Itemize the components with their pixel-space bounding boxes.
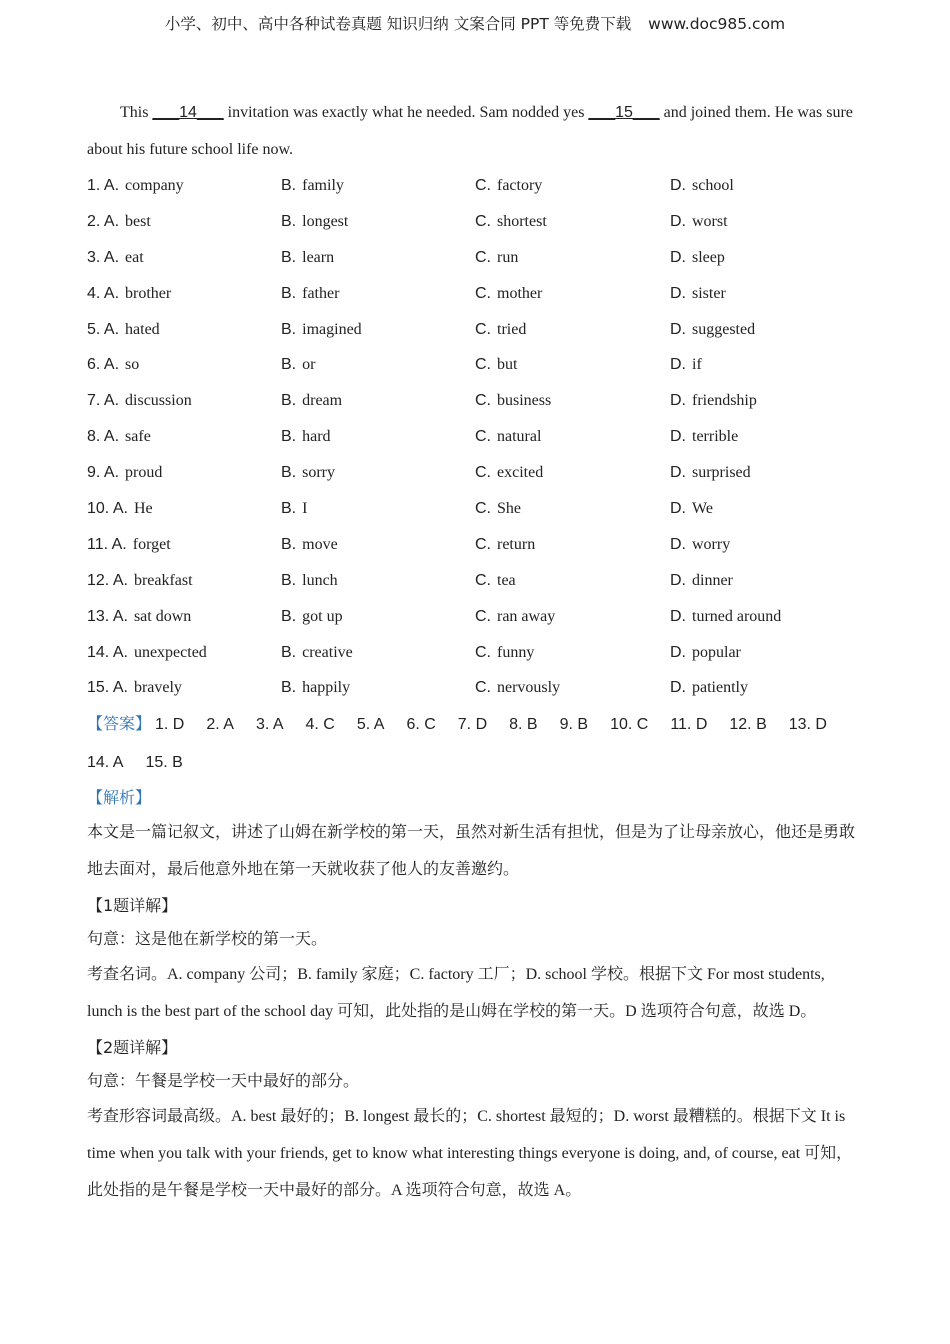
option-letter: B. bbox=[281, 176, 297, 194]
option-a bbox=[87, 392, 281, 410]
option-letter: B. bbox=[281, 607, 297, 625]
option-c bbox=[475, 572, 670, 590]
header-text: 小学、初中、高中各种试卷真题 知识归纳 文案合同 PPT 等免费下载 bbox=[164, 15, 632, 33]
question-number-letter bbox=[87, 500, 128, 518]
option-c bbox=[475, 177, 670, 195]
option-letter: A. bbox=[111, 535, 127, 553]
option-letter: C. bbox=[475, 643, 491, 661]
option-text: sat down bbox=[133, 607, 192, 625]
option-d bbox=[670, 321, 860, 339]
option-text: patiently bbox=[692, 679, 748, 697]
option-c bbox=[475, 213, 670, 231]
options-list bbox=[87, 168, 862, 706]
option-b bbox=[281, 428, 475, 446]
option-letter: D. bbox=[670, 284, 686, 302]
question-row bbox=[87, 599, 862, 635]
passage-text: This bbox=[120, 104, 153, 121]
option-a bbox=[87, 644, 281, 662]
option-text: school bbox=[692, 176, 734, 194]
option-d bbox=[670, 679, 860, 697]
question-number: 6. bbox=[87, 356, 101, 374]
option-c bbox=[475, 536, 670, 554]
option-letter: A. bbox=[103, 320, 120, 338]
option-text: business bbox=[497, 392, 552, 410]
option-c bbox=[475, 500, 670, 518]
option-b bbox=[281, 644, 475, 662]
question-row bbox=[87, 347, 862, 383]
question-number-letter bbox=[87, 356, 119, 374]
answer-item: 7. D bbox=[457, 716, 488, 734]
answer-item: 4. C bbox=[305, 716, 335, 734]
option-text: I bbox=[302, 499, 308, 517]
option-text: mother bbox=[497, 284, 543, 302]
option-letter: C. bbox=[475, 679, 491, 697]
option-letter: C. bbox=[475, 571, 491, 589]
option-text: natural bbox=[497, 428, 542, 446]
option-text: safe bbox=[125, 428, 151, 446]
question-number: 3. bbox=[87, 248, 101, 266]
option-text: family bbox=[302, 176, 344, 194]
passage-paragraph bbox=[87, 94, 862, 168]
option-letter: C. bbox=[475, 428, 491, 446]
option-text: terrible bbox=[692, 428, 739, 446]
option-letter: A. bbox=[103, 248, 120, 266]
option-text: bravely bbox=[133, 679, 182, 697]
option-letter: C. bbox=[475, 464, 491, 482]
option-letter: B. bbox=[281, 499, 297, 517]
option-c bbox=[475, 608, 670, 626]
option-text: discussion bbox=[125, 392, 192, 410]
option-a bbox=[87, 608, 281, 626]
option-d bbox=[670, 392, 860, 410]
option-letter: A. bbox=[103, 284, 120, 302]
option-b bbox=[281, 464, 475, 482]
option-letter: D. bbox=[670, 392, 686, 410]
detail-2-explain: 考查形容词最高级。A. best 最好的；B. longest 最长的；C. shortest 最短的；D. worst 最糟糕的。根据下文 It is time when you talk with your friends, get to know what interesting things everyone is doing, and, of course, eat 可知，此处指的是午餐是学校一天中最好的部分。A 选项符合句意，故选 A。 bbox=[87, 1108, 853, 1200]
question-row bbox=[87, 491, 862, 527]
analysis-label: 【解析】 bbox=[87, 788, 152, 808]
option-d bbox=[670, 428, 860, 446]
option-letter: D. bbox=[670, 643, 686, 661]
option-letter: D. bbox=[670, 212, 686, 230]
answer-label: 【答案】 bbox=[87, 716, 152, 734]
option-text: We bbox=[692, 499, 713, 517]
option-text: or bbox=[302, 356, 316, 374]
option-b bbox=[281, 177, 475, 195]
page-header bbox=[0, 12, 950, 34]
detail-1-explain: 考查名词。A. company 公司；B. family 家庭；C. factory 工厂；D. school 学校。根据下文 For most students, lunch is the best part of the school day 可知，此处指的是山姆在学校的第一天。D 选项符合句意，故选 D。 bbox=[87, 966, 825, 1021]
option-text: sister bbox=[692, 284, 726, 302]
answer-item: 8. B bbox=[509, 716, 538, 734]
option-b bbox=[281, 285, 475, 303]
option-c bbox=[475, 285, 670, 303]
option-text: dinner bbox=[692, 571, 733, 589]
question-number: 14. bbox=[87, 643, 110, 661]
option-d bbox=[670, 356, 860, 374]
question-number-letter bbox=[87, 572, 128, 590]
option-d bbox=[670, 177, 860, 195]
option-text: tea bbox=[497, 571, 516, 589]
answer-line bbox=[87, 706, 862, 782]
question-number-letter bbox=[87, 177, 119, 195]
option-letter: B. bbox=[281, 212, 297, 230]
detail-1-heading: 【1题详解】 bbox=[87, 896, 178, 916]
question-number-letter bbox=[87, 464, 119, 482]
option-text: shortest bbox=[497, 212, 547, 230]
option-text: popular bbox=[692, 643, 741, 661]
option-text: unexpected bbox=[133, 643, 207, 661]
question-number-letter bbox=[87, 428, 119, 446]
question-row bbox=[87, 383, 862, 419]
option-c bbox=[475, 464, 670, 482]
answer-item: 11. D bbox=[670, 716, 708, 734]
option-text: best bbox=[125, 212, 151, 230]
option-text: hated bbox=[125, 320, 160, 338]
option-letter: C. bbox=[475, 499, 491, 517]
option-text: lunch bbox=[302, 571, 338, 589]
option-letter: B. bbox=[281, 679, 297, 697]
option-letter: B. bbox=[281, 284, 297, 302]
option-text: nervously bbox=[497, 679, 561, 697]
option-text: learn bbox=[302, 248, 335, 266]
option-a bbox=[87, 428, 281, 446]
answer-item: 14. A bbox=[87, 754, 124, 772]
option-text: return bbox=[497, 535, 536, 553]
option-text: forget bbox=[132, 535, 171, 553]
option-text: hard bbox=[302, 428, 331, 446]
option-letter: D. bbox=[670, 607, 686, 625]
option-c bbox=[475, 392, 670, 410]
question-row bbox=[87, 312, 862, 348]
option-letter: A. bbox=[103, 464, 120, 482]
answer-item: 9. B bbox=[559, 716, 589, 734]
option-d bbox=[670, 213, 860, 231]
option-a bbox=[87, 679, 281, 697]
option-letter: D. bbox=[670, 535, 686, 553]
question-number: 1. bbox=[87, 176, 101, 194]
question-row bbox=[87, 563, 862, 599]
question-row bbox=[87, 276, 862, 312]
answer-item: 15. B bbox=[145, 754, 183, 772]
answer-item: 6. C bbox=[406, 716, 436, 734]
detail-1-meaning: 句意：这是他在新学校的第一天。 bbox=[87, 931, 328, 949]
option-a bbox=[87, 356, 281, 374]
question-number-letter bbox=[87, 285, 119, 303]
question-row bbox=[87, 527, 862, 563]
option-text: worry bbox=[692, 535, 731, 553]
option-text: company bbox=[125, 176, 184, 194]
question-number: 5. bbox=[87, 320, 101, 338]
option-letter: B. bbox=[281, 428, 297, 446]
option-letter: C. bbox=[475, 248, 491, 266]
option-d bbox=[670, 572, 860, 590]
option-c bbox=[475, 428, 670, 446]
passage-text: invitation was exactly what he needed. Sam nodded yes bbox=[223, 104, 589, 121]
option-text: surprised bbox=[692, 464, 751, 482]
option-text: friendship bbox=[692, 392, 757, 410]
question-row bbox=[87, 419, 862, 455]
option-text: imagined bbox=[302, 320, 362, 338]
document-body bbox=[87, 94, 862, 1209]
detail-2-heading: 【2题详解】 bbox=[87, 1038, 178, 1058]
answer-item: 5. A bbox=[356, 716, 385, 734]
question-row bbox=[87, 635, 862, 671]
question-number: 11. bbox=[87, 535, 109, 553]
question-number-letter bbox=[87, 644, 128, 662]
option-c bbox=[475, 249, 670, 267]
option-text: sleep bbox=[692, 248, 725, 266]
option-letter: A. bbox=[103, 428, 120, 446]
option-letter: B. bbox=[281, 643, 297, 661]
option-d bbox=[670, 249, 860, 267]
option-a bbox=[87, 177, 281, 195]
option-text: so bbox=[125, 356, 140, 374]
option-b bbox=[281, 249, 475, 267]
option-text: suggested bbox=[692, 320, 756, 338]
option-letter: B. bbox=[281, 320, 297, 338]
option-letter: B. bbox=[281, 356, 297, 374]
answer-item: 2. A bbox=[206, 716, 234, 734]
option-text: She bbox=[497, 499, 521, 517]
analysis-summary: 本文是一篇记叙文，讲述了山姆在新学校的第一天，虽然对新生活有担忧，但是为了让母亲放心，他还是勇敢地去面对，最后他意外地在第一天就收获了他人的友善邀约。 bbox=[87, 824, 856, 879]
option-d bbox=[670, 536, 860, 554]
blank-15: ___15___ bbox=[588, 104, 660, 121]
option-b bbox=[281, 356, 475, 374]
option-text: proud bbox=[125, 464, 163, 482]
option-text: factory bbox=[497, 176, 543, 194]
question-number: 13. bbox=[87, 607, 110, 625]
answer-item: 12. B bbox=[729, 716, 767, 734]
option-letter: D. bbox=[670, 356, 686, 374]
option-letter: D. bbox=[670, 499, 686, 517]
option-text: eat bbox=[125, 248, 144, 266]
question-row bbox=[87, 204, 862, 240]
option-text: ran away bbox=[497, 607, 556, 625]
option-b bbox=[281, 536, 475, 554]
option-text: excited bbox=[497, 464, 544, 482]
option-text: worst bbox=[692, 212, 728, 230]
answer-item: 10. C bbox=[610, 716, 649, 734]
question-row bbox=[87, 168, 862, 204]
option-text: breakfast bbox=[133, 571, 193, 589]
option-text: but bbox=[497, 356, 518, 374]
header-url[interactable]: www.doc985.com bbox=[648, 15, 786, 33]
option-letter: C. bbox=[475, 212, 491, 230]
question-row bbox=[87, 455, 862, 491]
option-letter: A. bbox=[112, 499, 128, 517]
blank-14: ___14___ bbox=[152, 104, 224, 121]
question-number-letter bbox=[87, 392, 119, 410]
option-b bbox=[281, 392, 475, 410]
option-text: if bbox=[692, 356, 702, 374]
option-letter: A. bbox=[103, 356, 120, 374]
question-number: 8. bbox=[87, 428, 101, 446]
option-letter: A. bbox=[112, 571, 128, 589]
option-letter: D. bbox=[670, 176, 686, 194]
option-letter: A. bbox=[103, 176, 120, 194]
option-letter: D. bbox=[670, 248, 686, 266]
option-letter: A. bbox=[103, 392, 120, 410]
option-b bbox=[281, 500, 475, 518]
option-a bbox=[87, 321, 281, 339]
question-row bbox=[87, 240, 862, 276]
option-d bbox=[670, 464, 860, 482]
option-a bbox=[87, 249, 281, 267]
answer-item: 13. D bbox=[788, 716, 827, 734]
option-letter: C. bbox=[475, 284, 491, 302]
question-number-letter bbox=[87, 536, 127, 554]
option-a bbox=[87, 572, 281, 590]
option-letter: D. bbox=[670, 464, 686, 482]
option-letter: B. bbox=[281, 392, 297, 410]
option-text: creative bbox=[302, 643, 353, 661]
option-c bbox=[475, 644, 670, 662]
option-a bbox=[87, 464, 281, 482]
option-text: tried bbox=[497, 320, 527, 338]
option-text: brother bbox=[125, 284, 172, 302]
question-number-letter bbox=[87, 679, 128, 697]
question-number-letter bbox=[87, 213, 119, 231]
option-b bbox=[281, 679, 475, 697]
passage-text: and joined them. He was sure about his future school life now. bbox=[87, 104, 853, 158]
option-d bbox=[670, 608, 860, 626]
option-text: dream bbox=[302, 392, 343, 410]
option-text: run bbox=[497, 248, 519, 266]
option-text: funny bbox=[497, 643, 535, 661]
option-letter: C. bbox=[475, 176, 491, 194]
question-number: 2. bbox=[87, 212, 101, 230]
option-letter: D. bbox=[670, 679, 686, 697]
option-d bbox=[670, 644, 860, 662]
option-a bbox=[87, 500, 281, 518]
option-letter: A. bbox=[112, 607, 128, 625]
option-letter: D. bbox=[670, 571, 686, 589]
option-d bbox=[670, 285, 860, 303]
question-row bbox=[87, 670, 862, 706]
option-letter: B. bbox=[281, 535, 297, 553]
option-letter: A. bbox=[112, 643, 128, 661]
answer-item: 3. A bbox=[255, 716, 284, 734]
option-letter: C. bbox=[475, 535, 491, 553]
option-letter: B. bbox=[281, 571, 297, 589]
question-number-letter bbox=[87, 249, 119, 267]
option-letter: D. bbox=[670, 320, 686, 338]
option-text: turned around bbox=[692, 607, 782, 625]
option-letter: D. bbox=[670, 428, 686, 446]
option-letter: C. bbox=[475, 392, 491, 410]
option-text: He bbox=[133, 499, 153, 517]
option-a bbox=[87, 213, 281, 231]
question-number: 9. bbox=[87, 464, 101, 482]
option-letter: B. bbox=[281, 464, 297, 482]
option-letter: A. bbox=[112, 679, 128, 697]
option-b bbox=[281, 608, 475, 626]
question-number-letter bbox=[87, 608, 128, 626]
option-d bbox=[670, 500, 860, 518]
option-letter: C. bbox=[475, 320, 491, 338]
option-a bbox=[87, 285, 281, 303]
option-b bbox=[281, 321, 475, 339]
option-text: happily bbox=[302, 679, 351, 697]
option-c bbox=[475, 321, 670, 339]
option-text: got up bbox=[302, 607, 343, 625]
option-b bbox=[281, 213, 475, 231]
option-letter: C. bbox=[475, 356, 491, 374]
option-text: move bbox=[302, 535, 338, 553]
question-number: 15. bbox=[87, 679, 110, 697]
option-letter: C. bbox=[475, 607, 491, 625]
question-number: 4. bbox=[87, 284, 101, 302]
question-number: 7. bbox=[87, 392, 101, 410]
option-c bbox=[475, 356, 670, 374]
option-letter: B. bbox=[281, 248, 297, 266]
option-text: father bbox=[302, 284, 340, 302]
option-text: longest bbox=[302, 212, 349, 230]
question-number: 10. bbox=[87, 499, 110, 517]
question-number: 12. bbox=[87, 571, 110, 589]
option-b bbox=[281, 572, 475, 590]
question-number-letter bbox=[87, 321, 119, 339]
detail-2-meaning: 句意：午餐是学校一天中最好的部分。 bbox=[87, 1073, 360, 1091]
option-c bbox=[475, 679, 670, 697]
option-text: sorry bbox=[302, 464, 336, 482]
option-a bbox=[87, 536, 281, 554]
answer-item: 1. D bbox=[155, 716, 185, 734]
option-letter: A. bbox=[103, 212, 120, 230]
